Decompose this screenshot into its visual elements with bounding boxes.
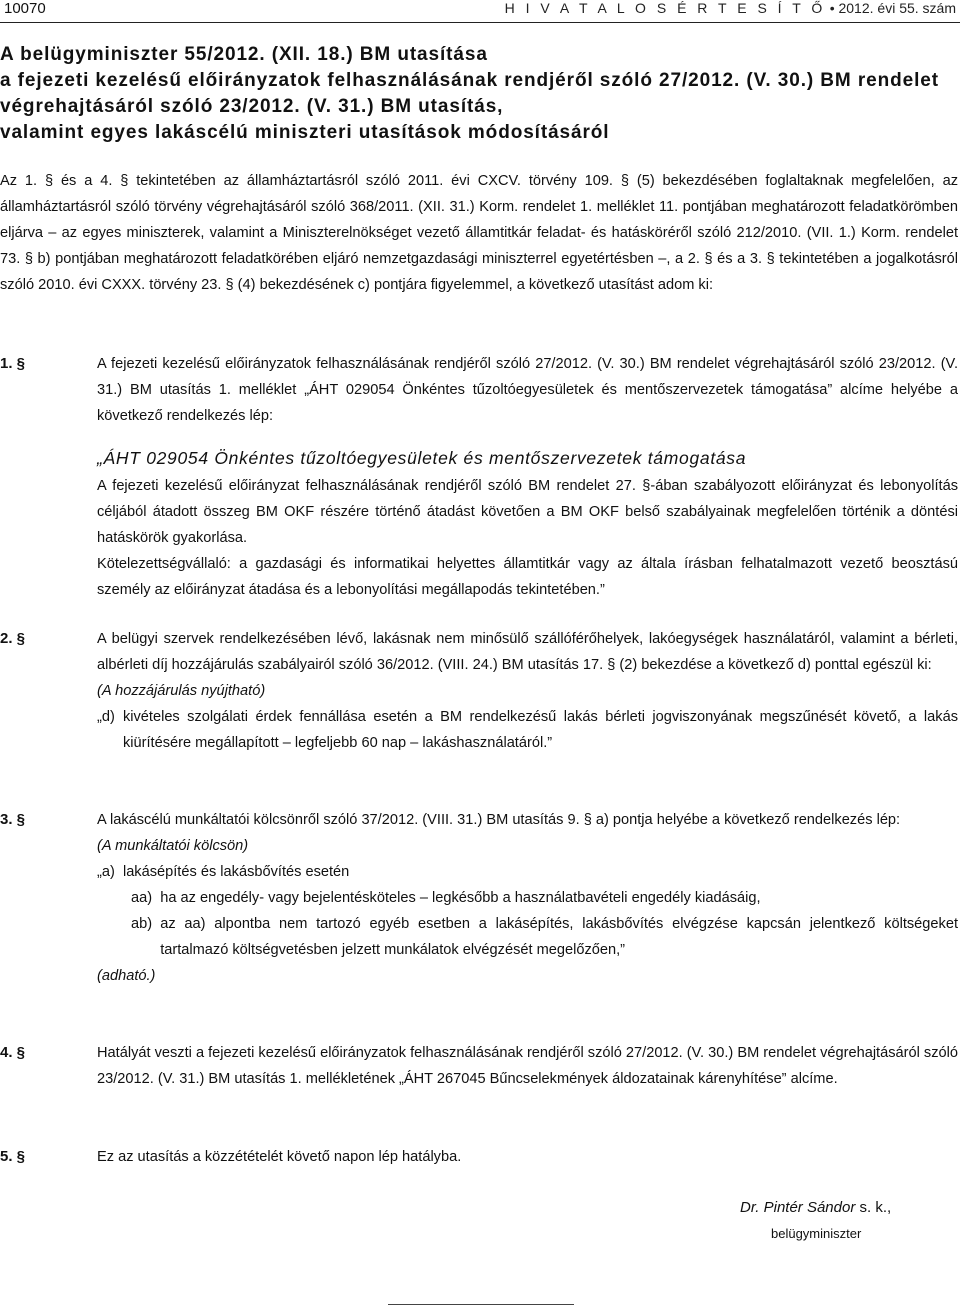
section-2-text: A belügyi szervek rendelkezésében lévő, lakásnak nem minősülő szállóférőhelyek, lakóegységek használatáról, valamint a bérleti, albérleti díj hozzájárulás szabályairól szóló 36/2012. (VIII. 24.) BM utasítás 17. § (2) bekezdése a következő d) ponttal egészül ki: xyxy=(97,631,958,673)
section-3-text: A lakáscélú munkáltatói kölcsönről szóló 37/2012. (VIII. 31.) BM utasítás 9. § a) pontja helyébe a következő rendelkezés lép: xyxy=(97,812,901,828)
signatory-name: Dr. Pintér Sándor xyxy=(740,1199,856,1216)
item-a-text: lakásépítés és lakásbővítés esetén xyxy=(122,864,350,880)
title-line-4: valamint egyes lakáscélú miniszteri utasítások módosításáról xyxy=(0,122,610,143)
section-4-text: Hatályát veszti a fejezeti kezelésű előirányzatok felhasználásának rendjéről szóló 27/2012. (V. 30.) BM rendelet végrehajtásáról szóló 23/2012. (V. 31.) BM utasítás 1. mellékletének „ÁHT 267045 Bűncselekmények áldozatainak kárenyhítése” alcíme. xyxy=(97,1045,958,1087)
issue-label: 2012. évi 55. szám xyxy=(838,0,956,16)
section-1-para-1: A fejezeti kezelésű előirányzat felhasználásának rendjéről szóló BM rendelet 27. §-ában szabályozott előirányzat és lebonyolítás céljából átadott összeg BM OKF részére történő átadást követően a BM OKF belső szabályainak megfelelően történik a döntési hatáskörök gyakorlása. xyxy=(97,478,958,546)
journal-header xyxy=(505,0,956,16)
section-2 xyxy=(97,626,958,756)
section-3-number: 3. § xyxy=(0,811,26,828)
section-3-item-ab xyxy=(97,911,958,963)
section-1-text: A fejezeti kezelésű előirányzatok felhasználásának rendjéről szóló 27/2012. (V. 30.) BM rendelet végrehajtásáról szóló 23/2012. (V. 31.) BM utasítás 1. melléklet „ÁHT 029054 Önkéntes tűzoltóegyesületek és mentőszervezetek támogatása” alcíme helyébe a következő rendelkezés lép: xyxy=(97,356,958,424)
title-line-3: végrehajtásáról szóló 23/2012. (V. 31.) BM utasítás, xyxy=(0,96,504,117)
bullet-separator: • xyxy=(829,0,835,16)
section-2-number: 2. § xyxy=(0,630,26,647)
document-title xyxy=(0,42,950,146)
header-divider xyxy=(0,22,960,23)
section-3 xyxy=(97,807,958,989)
item-a-label: „a) xyxy=(97,864,123,880)
section-1-number: 1. § xyxy=(0,355,26,372)
signature-block xyxy=(740,1195,891,1247)
signatory-role: belügyminiszter xyxy=(771,1226,862,1241)
title-line-2: a fejezeti kezelésű előirányzatok felhasználásának rendjéről szóló 27/2012. (V. 30.) BM rendelet xyxy=(0,70,939,91)
footer-divider xyxy=(388,1304,574,1305)
item-ab-text: az aa) alpontba nem tartozó egyéb esetben a lakásépítés, lakásbővítés elvégzése kapcsán jelentkező költségeket tartalmazó költségvetésben jelzett munkálatok elvégzését megelőzően,” xyxy=(160,916,958,958)
section-3-item-a xyxy=(97,859,958,885)
section-5 xyxy=(97,1144,958,1170)
section-1-heading: „ÁHT 029054 Önkéntes tűzoltóegyesületek és mentőszervezetek támogatása xyxy=(97,448,747,468)
section-4 xyxy=(97,1040,958,1092)
item-aa-label: aa) xyxy=(131,890,161,906)
signature-suffix: s. k., xyxy=(855,1199,892,1216)
title-line-1: A belügyminiszter 55/2012. (XII. 18.) BM utasítása xyxy=(0,44,488,65)
section-3-closing: (adható.) xyxy=(97,968,156,984)
page-number: 10070 xyxy=(4,0,46,17)
journal-name: H I V A T A L O S É R T E S Í T Ő xyxy=(504,0,826,16)
section-1-para-2: Kötelezettségvállaló: a gazdasági és informatikai helyettes államtitkár vagy az általa írásban felhatalmazott vezető beosztású személy az előirányzat átadása és a lebonyolítási megállapodás tekintetében.” xyxy=(97,556,958,598)
preamble: Az 1. § és a 4. § tekintetében az államháztartásról szóló 2011. évi CXCV. törvény 109. § (5) bekezdésében foglaltaknak megfelelően, az államháztartásról szóló törvény végrehajtásáról szóló 368/2011. (XII. 31.) Korm. rendelet 1. melléklet 11. pontjában meghatározott feladatkörömben eljárva – az egyes miniszterek, valamint a Miniszterelnökséget vezető államtitkár feladat- és hatásköréről szóló 212/2010. (VII. 1.) Korm. rendelet 73. § b) pontjában meghatározott feladatkörében eljáró nemzetgazdasági miniszterrel egyetértésben –, a 2. § és a 3. § tekintetében a jogalkotásról szóló 2010. évi CXXX. törvény 23. § (4) bekezdésének c) pontjára figyelemmel, a következő utasítást adom ki: xyxy=(0,173,958,293)
section-3-italic: (A munkáltatói kölcsön) xyxy=(97,838,249,854)
section-5-number: 5. § xyxy=(0,1148,26,1165)
item-d-text: kivételes szolgálati érdek fennállása esetén a BM rendelkezésű lakás bérleti jogviszonyának megszűnését követő, a lakás kiürítésére megállapított – legfeljebb 60 nap – lakáshasználatáról.” xyxy=(122,709,958,751)
section-2-item-d xyxy=(97,704,958,756)
item-ab-label: ab) xyxy=(131,916,161,932)
section-1 xyxy=(97,351,958,603)
item-d-label: „d) xyxy=(97,709,123,725)
section-5-text: Ez az utasítás a közzétételét követő napon lép hatályba. xyxy=(97,1149,462,1165)
item-aa-text: ha az engedély- vagy bejelentésköteles – legkésőbb a használatbavételi engedély kiadásáig, xyxy=(160,890,761,906)
section-2-italic: (A hozzájárulás nyújtható) xyxy=(97,683,266,699)
section-3-item-aa xyxy=(97,885,958,911)
section-4-number: 4. § xyxy=(0,1044,26,1061)
